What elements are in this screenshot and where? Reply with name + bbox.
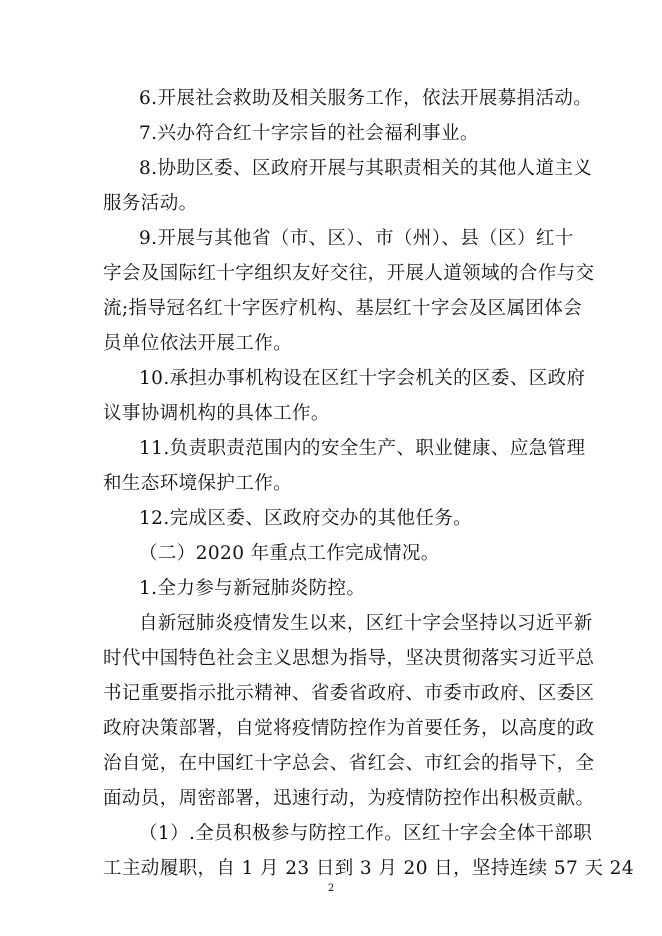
text-line-item-12: 12.完成区委、区政府交办的其他任务。 <box>139 508 473 529</box>
subsection-heading: 1.全力参与新冠肺炎防控。 <box>139 578 366 599</box>
text-line-item-11: 11.负责职责范围内的安全生产、职业健康、应急管理 <box>139 438 586 459</box>
text-line-item-9: 9.开展与其他省（市、区）、市（州）、县（区）红十 <box>139 228 574 249</box>
text-line-item-6: 6.开展社会救助及相关服务工作，依法开展募捐活动。 <box>139 88 593 109</box>
paragraph-line-3: 书记重要指示批示精神、省委省政府、市委市政府、区委区 <box>103 683 595 704</box>
text-line-item-10: 10.承担办事机构设在区红十字会机关的区委、区政府 <box>139 368 586 389</box>
text-line-item-8-cont: 服务活动。 <box>103 193 198 214</box>
text-line-item-9-cont-3: 员单位依法开展工作。 <box>103 333 293 354</box>
text-line-item-9-cont-2: 流;指导冠名红十字医疗机构、基层红十字会及区属团体会 <box>103 298 583 319</box>
paragraph-line-2: 时代中国特色社会主义思想为指导，坚决贯彻落实习近平总 <box>103 648 595 669</box>
section-heading: （二）2020 年重点工作完成情况。 <box>139 543 440 564</box>
paragraph-2-line-2: 工主动履职，自 1 月 23 日到 3 月 20 日，坚持连续 57 天 24 <box>103 858 634 879</box>
paragraph-line-1: 自新冠肺炎疫情发生以来，区红十字会坚持以习近平新 <box>139 613 593 634</box>
text-line-item-11-cont: 和生态环境保护工作。 <box>103 473 293 494</box>
paragraph-2-line-1: （1）.全员积极参与防控工作。区红十字会全体干部职 <box>139 823 593 844</box>
text-line-item-8: 8.协助区委、区政府开展与其职责相关的其他人道主义 <box>139 158 593 179</box>
text-line-item-10-cont: 议事协调机构的具体工作。 <box>103 403 330 424</box>
text-line-item-7: 7.兴办符合红十字宗旨的社会福利事业。 <box>139 123 479 144</box>
paragraph-line-6: 面动员，周密部署，迅速行动，为疫情防控作出积极贡献。 <box>103 788 595 809</box>
page-number: 2 <box>327 883 335 894</box>
paragraph-line-4: 政府决策部署，自觉将疫情防控作为首要任务，以高度的政 <box>103 718 595 739</box>
text-line-item-9-cont-1: 字会及国际红十字组织友好交往，开展人道领域的合作与交 <box>103 263 595 284</box>
paragraph-line-5: 治自觉，在中国红十字总会、省红会、市红会的指导下，全 <box>103 753 595 774</box>
